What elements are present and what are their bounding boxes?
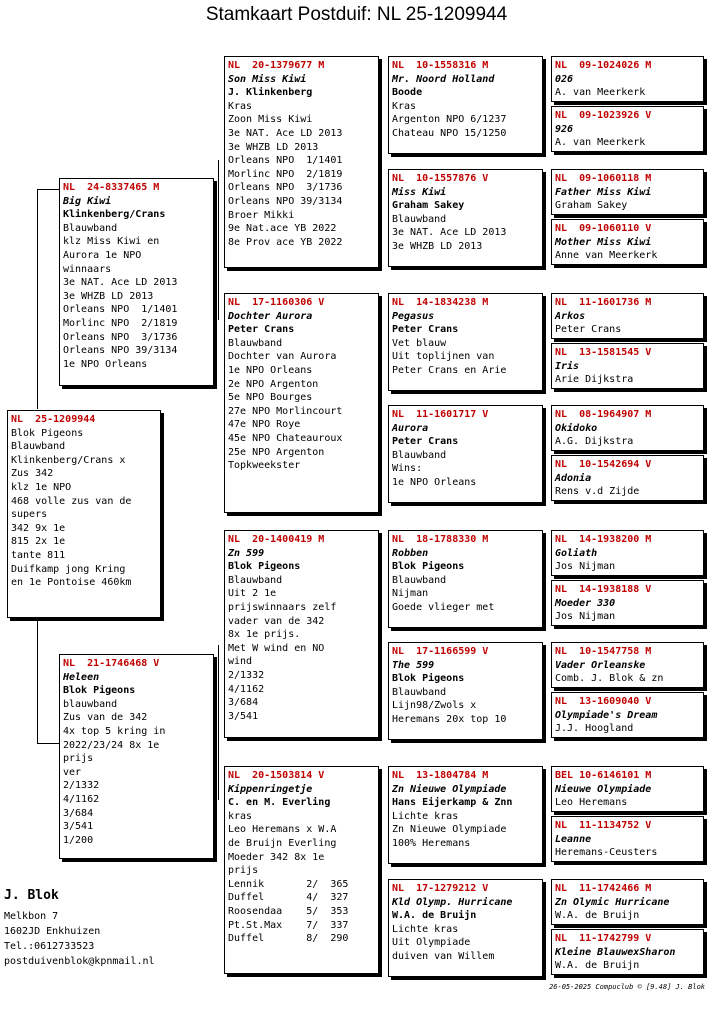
pigeon-card-subject	[7, 410, 161, 618]
pigeon-name: Zn 599	[228, 547, 265, 559]
breeder-name: Blok Pigeons	[392, 673, 465, 685]
info-line: 1/200	[63, 834, 94, 846]
pigeon-card-dds	[388, 766, 543, 864]
info-line: Blauwband	[11, 441, 66, 453]
info-line: Blok Pigeons	[11, 427, 84, 439]
ring-number: NL 09-1024026 M	[555, 60, 652, 71]
info-line: Zoon Miss Kiwi	[228, 114, 313, 126]
info-line: Orleans NPO 3/1736	[228, 182, 343, 194]
breeder-name: Peter Crans	[555, 324, 622, 336]
info-line: Blauwband	[392, 213, 447, 225]
pigeon-name: Pegasus	[392, 310, 435, 322]
info-line: Zus van de 342	[63, 712, 148, 724]
ring-number: NL 10-1547758 M	[555, 646, 652, 657]
ring-number: NL 11-1134752 V	[555, 820, 652, 831]
pigeon-card-g11	[551, 642, 704, 688]
pigeon-card-ss	[224, 56, 379, 268]
ring-number: NL 20-1379677 M	[228, 60, 325, 71]
info-line: 2022/23/24 8x 1e	[63, 739, 160, 751]
connector-line	[381, 815, 382, 925]
ring-number: NL 20-1503814 V	[228, 770, 325, 781]
connector-line	[37, 189, 38, 409]
info-line: Wins:	[392, 463, 423, 475]
pigeon-card-ds	[224, 530, 379, 738]
info-line: 27e NPO Morlincourt	[228, 405, 343, 417]
breeder-name: A. van Meerkerk	[555, 137, 646, 149]
info-line: 100% Heremans	[392, 837, 471, 849]
info-line: Duffel 8/ 290	[228, 933, 349, 945]
pigeon-name: Arkos	[555, 310, 586, 322]
info-line: Zn Nieuwe Olympiade	[392, 824, 507, 836]
info-line: Orleans NPO 39/3134	[63, 345, 178, 357]
footer-credit: 26-05-2025 Compuclub © [9.48] J. Blok	[549, 983, 705, 991]
info-line: Zus 342	[11, 468, 54, 480]
info-line: Blauwband	[392, 686, 447, 698]
info-line: Lennik 2/ 365	[228, 878, 349, 890]
breeder-name: Peter Crans	[392, 324, 459, 336]
info-line: prijs	[228, 865, 259, 877]
pigeon-name: Okidoko	[555, 422, 598, 434]
breeder-name: Rens v.d Zijde	[555, 486, 640, 498]
ring-number: NL 09-1060118 M	[555, 173, 652, 184]
breeder-name: W.A. de Bruijn	[555, 910, 640, 922]
pigeon-card-g15	[551, 879, 704, 925]
info-line: Topkweekster	[228, 460, 301, 472]
info-line: 3e NAT. Ace LD 2013	[392, 227, 507, 239]
pigeon-card-g7	[551, 405, 704, 451]
pigeon-card-g2	[551, 106, 704, 152]
info-line: Kras	[228, 100, 253, 112]
info-line: Blauwband	[228, 337, 283, 349]
ring-number: NL 17-1279212 V	[392, 883, 489, 894]
page-title: Stamkaart Postduif: NL 25-1209944	[205, 4, 508, 25]
info-line: Uit toplijnen van	[392, 351, 495, 363]
info-line: Broer Mikki	[228, 209, 295, 221]
info-line: klz 1e NPO	[11, 481, 72, 493]
info-line: Orleans NPO 1/1401	[63, 304, 178, 316]
info-line: 3e WHZB LD 2013	[228, 141, 319, 153]
info-line: Uit 2 1e	[228, 588, 277, 600]
breeder-name: A. van Meerkerk	[555, 87, 646, 99]
pigeon-card-g13	[551, 766, 704, 812]
breeder-name: Hans Eijerkamp & Znn	[392, 797, 513, 809]
info-line: 9e Nat.ace YB 2022	[228, 223, 337, 235]
info-line: Orleans NPO 39/3134	[228, 195, 343, 207]
breeder-name: A.G. Dijkstra	[555, 436, 634, 448]
pigeon-name: Goliath	[555, 547, 598, 559]
info-line: Lijn98/Zwols x	[392, 700, 477, 712]
breeder-name: J.J. Hoogland	[555, 723, 634, 735]
pigeon-name: Father Miss Kiwi	[555, 186, 652, 198]
pigeon-name: Nieuwe Olympiade	[555, 783, 652, 795]
info-line: Leo Heremans x W.A	[228, 824, 337, 836]
pigeon-card-dam	[59, 654, 214, 859]
ring-number: NL 10-1542694 V	[555, 459, 652, 470]
connector-line	[381, 580, 382, 695]
breeder-name: Heremans-Ceusters	[555, 847, 658, 859]
pigeon-card-dss	[388, 530, 543, 628]
breeder-name: W.A. de Bruijn	[555, 960, 640, 972]
pigeon-card-dsd	[388, 642, 543, 740]
info-line: Orleans NPO 1/1401	[228, 155, 343, 167]
ring-number: NL 25-1209944	[11, 414, 96, 425]
connector-line	[37, 743, 60, 744]
pigeon-card-dd	[224, 766, 379, 974]
ring-number: NL 14-1938188 V	[555, 584, 652, 595]
ring-number: NL 11-1742466 M	[555, 883, 652, 894]
info-line: Met W wind en NO	[228, 642, 325, 654]
pigeon-card-g5	[551, 293, 704, 339]
pigeon-name: Kld Olymp. Hurricane	[392, 896, 513, 908]
pigeon-card-g10	[551, 580, 704, 626]
pigeon-card-ddd	[388, 879, 543, 977]
info-line: 1e NPO Orleans	[392, 476, 477, 488]
breeder-name: Anne van Meerkerk	[555, 250, 658, 262]
ring-number: NL 10-1558316 M	[392, 60, 489, 71]
connector-line	[381, 100, 382, 215]
ring-number: NL 14-1938200 M	[555, 534, 652, 545]
ring-number: NL 21-1746468 V	[63, 658, 160, 669]
info-line: Lichte kras	[392, 810, 459, 822]
info-line: Duffel 4/ 327	[228, 892, 349, 904]
info-line: 2/1332	[228, 669, 265, 681]
info-line: Pt.St.Max 7/ 337	[228, 919, 349, 931]
info-line: klz Miss Kiwi en	[63, 236, 160, 248]
connector-line	[218, 160, 219, 320]
owner-email: postduivenblok@kpnmail.nl	[4, 956, 155, 967]
info-line: prijs	[63, 753, 94, 765]
breeder-name: J. Klinkenberg	[228, 87, 313, 99]
info-line: Goede vlieger met	[392, 601, 495, 613]
info-line: Vet blauw	[392, 337, 447, 349]
info-line: 47e NPO Roye	[228, 419, 301, 431]
pigeon-name: 026	[555, 73, 574, 85]
ring-number: NL 17-1160306 V	[228, 297, 325, 308]
breeder-name: Blok Pigeons	[228, 561, 301, 573]
info-line: kras	[228, 810, 253, 822]
ring-number: NL 17-1166599 V	[392, 646, 489, 657]
info-line: Aurora 1e NPO	[63, 249, 142, 261]
info-line: winnaars	[63, 263, 112, 275]
info-line: 4/1162	[228, 683, 265, 695]
pigeon-name: Kippenringetje	[228, 783, 313, 795]
info-line: Blauwband	[228, 574, 283, 586]
owner-city: 1602JD Enkhuizen	[4, 926, 101, 937]
info-line: Argenton NPO 6/1237	[392, 114, 507, 126]
info-line: 8e Prov ace YB 2022	[228, 236, 343, 248]
pigeon-card-g16	[551, 929, 704, 975]
pigeon-name: Big Kiwi	[63, 195, 112, 207]
pigeon-card-sds	[388, 293, 543, 391]
info-line: 3/541	[228, 710, 259, 722]
pigeon-name: Aurora	[392, 422, 429, 434]
pigeon-card-g4	[551, 219, 704, 265]
pigeon-name: Olympiade's Dream	[555, 709, 658, 721]
info-line: Kras	[392, 100, 417, 112]
info-line: Heremans 20x top 10	[392, 713, 507, 725]
breeder-name: Blok Pigeons	[63, 685, 136, 697]
ring-number: NL 14-1834238 M	[392, 297, 489, 308]
breeder-name: W.A. de Bruijn	[392, 910, 477, 922]
info-line: en 1e Pontoise 460km	[11, 577, 132, 589]
info-line: Morlinc NPO 2/1819	[228, 168, 343, 180]
pigeon-name: Adonia	[555, 472, 592, 484]
breeder-name: Arie Dijkstra	[555, 374, 634, 386]
info-line: blauwband	[63, 698, 118, 710]
info-line: ver	[63, 766, 82, 778]
pigeon-name: The 599	[392, 659, 435, 671]
ring-number: NL 10-1557876 V	[392, 173, 489, 184]
breeder-name: Jos Nijman	[555, 611, 616, 623]
pigeon-card-g8	[551, 455, 704, 501]
breeder-name: Graham Sakey	[555, 200, 628, 212]
info-line: 4x top 5 kring in	[63, 725, 166, 737]
info-line: Blauwband	[392, 449, 447, 461]
pigeon-name: Zn Nieuwe Olympiade	[392, 783, 507, 795]
info-line: Peter Crans en Arie	[392, 364, 507, 376]
ring-number: NL 09-1023926 V	[555, 110, 652, 121]
connector-line	[37, 620, 38, 743]
connector-line	[218, 645, 219, 800]
pigeon-name: 926	[555, 123, 574, 135]
pigeon-name: Vader Orleanske	[555, 659, 646, 671]
info-line: 342 9x 1e	[11, 522, 66, 534]
breeder-name: Boode	[392, 87, 423, 99]
info-line: Lichte kras	[392, 923, 459, 935]
breeder-name: Graham Sakey	[392, 200, 465, 212]
info-line: 815 2x 1e	[11, 536, 66, 548]
ring-number: NL 13-1804784 M	[392, 770, 489, 781]
info-line: duiven van Willem	[392, 950, 495, 962]
pigeon-name: Miss Kiwi	[392, 186, 447, 198]
owner-phone: Tel.:0612733523	[4, 941, 95, 952]
breeder-name: Leo Heremans	[555, 797, 628, 809]
ring-number: NL 11-1601736 M	[555, 297, 652, 308]
pigeon-name: Zn Olymic Hurricane	[555, 896, 670, 908]
breeder-name: Blok Pigeons	[392, 561, 465, 573]
breeder-name: Comb. J. Blok & zn	[555, 673, 664, 685]
pigeon-card-sss	[388, 56, 543, 154]
pigeon-card-sd	[224, 293, 379, 513]
ring-number: NL 11-1742799 V	[555, 933, 652, 944]
info-line: 45e NPO Chateauroux	[228, 432, 343, 444]
info-line: Nijman	[392, 588, 429, 600]
breeder-name: Jos Nijman	[555, 561, 616, 573]
info-line: 4/1162	[63, 793, 100, 805]
info-line: Uit Olympiade	[392, 937, 471, 949]
ring-number: NL 20-1400419 M	[228, 534, 325, 545]
ring-number: NL 11-1601717 V	[392, 409, 489, 420]
info-line: Moeder 342 8x 1e	[228, 851, 325, 863]
info-line: Chateau NPO 15/1250	[392, 127, 507, 139]
pigeon-card-g6	[551, 343, 704, 389]
info-line: 1e NPO Orleans	[63, 358, 148, 370]
pigeon-name: Mother Miss Kiwi	[555, 236, 652, 248]
pigeon-name: Moeder 330	[555, 597, 616, 609]
pigeon-name: Dochter Aurora	[228, 310, 313, 322]
owner-street: Melkbon 7	[4, 911, 59, 922]
info-line: Roosendaa 5/ 353	[228, 905, 349, 917]
pigeon-card-g14	[551, 816, 704, 862]
pigeon-name: Son Miss Kiwi	[228, 73, 307, 85]
info-line: 3/684	[63, 807, 94, 819]
info-line: Duifkamp jong Kring	[11, 563, 126, 575]
info-line: 1e NPO Orleans	[228, 364, 313, 376]
ring-number: NL 13-1609040 V	[555, 696, 652, 707]
owner-name: J. Blok	[4, 888, 59, 903]
pigeon-card-ssd	[388, 169, 543, 267]
info-line: vader van de 342	[228, 615, 325, 627]
info-line: 3e WHZB LD 2013	[63, 290, 154, 302]
info-line: de Bruijn Everling	[228, 837, 337, 849]
info-line: Klinkenberg/Crans x	[11, 454, 126, 466]
info-line: Morlinc NPO 2/1819	[63, 317, 178, 329]
info-line: 8x 1e prijs.	[228, 629, 301, 641]
ring-number: BEL 10-6146101 M	[555, 770, 652, 781]
info-line: 468 volle zus van de	[11, 495, 132, 507]
ring-number: NL 13-1581545 V	[555, 347, 652, 358]
info-line: 3/541	[63, 821, 94, 833]
owner-info	[4, 888, 155, 969]
pigeon-card-g12	[551, 692, 704, 738]
breeder-name: Klinkenberg/Crans	[63, 209, 166, 221]
pigeon-card-g1	[551, 56, 704, 102]
connector-line	[381, 345, 382, 455]
pigeon-card-g9	[551, 530, 704, 576]
ring-number: NL 18-1788330 M	[392, 534, 489, 545]
ring-number: NL 09-1060110 V	[555, 223, 652, 234]
pigeon-name: Iris	[555, 360, 580, 372]
breeder-name: Peter Crans	[392, 436, 459, 448]
pigeon-name: Kleine BlauwexSharon	[555, 946, 676, 958]
info-line: 2e NPO Argenton	[228, 378, 319, 390]
breeder-name: Peter Crans	[228, 324, 295, 336]
info-line: 5e NPO Bourges	[228, 392, 313, 404]
connector-line	[37, 189, 60, 190]
pigeon-name: Heleen	[63, 671, 100, 683]
pigeon-name: Robben	[392, 547, 429, 559]
info-line: 3e NAT. Ace LD 2013	[228, 127, 343, 139]
info-line: prijswinnaars zelf	[228, 601, 337, 613]
breeder-name: C. en M. Everling	[228, 797, 331, 809]
info-line: 3e WHZB LD 2013	[392, 240, 483, 252]
ring-number: NL 08-1964907 M	[555, 409, 652, 420]
info-line: wind	[228, 656, 253, 668]
ring-number: NL 24-8337465 M	[63, 182, 160, 193]
pigeon-card-g3	[551, 169, 704, 215]
info-line: supers	[11, 509, 48, 521]
pigeon-card-sire	[59, 178, 214, 386]
info-line: Blauwband	[392, 574, 447, 586]
info-line: 3/684	[228, 697, 259, 709]
pigeon-name: Leanne	[555, 833, 592, 845]
info-line: Blauwband	[63, 222, 118, 234]
info-line: 25e NPO Argenton	[228, 446, 325, 458]
info-line: Orleans NPO 3/1736	[63, 331, 178, 343]
pigeon-name: Mr. Noord Holland	[392, 73, 495, 85]
info-line: Dochter van Aurora	[228, 351, 337, 363]
info-line: 2/1332	[63, 780, 100, 792]
pigeon-card-sdd	[388, 405, 543, 503]
info-line: 3e NAT. Ace LD 2013	[63, 277, 178, 289]
info-line: tante 811	[11, 549, 66, 561]
